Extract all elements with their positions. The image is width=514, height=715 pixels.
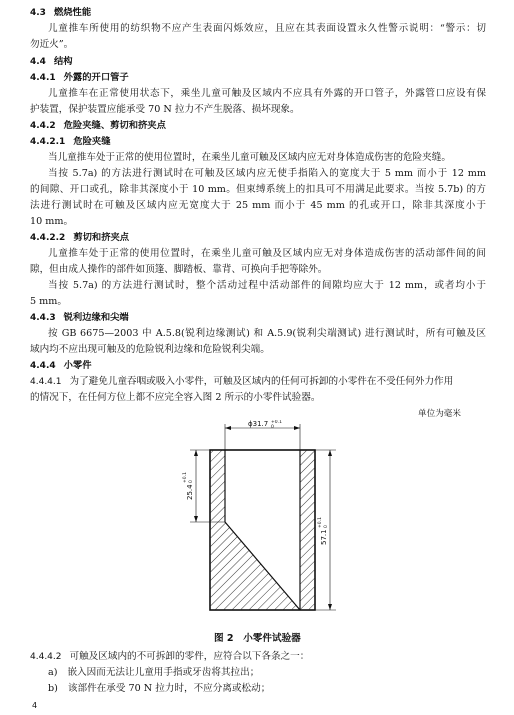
heading-4-4-4 xyxy=(30,359,92,373)
dim-right-tol: +0.1 xyxy=(318,517,323,528)
section-number: 4.4.2.1 xyxy=(30,137,66,147)
paragraph-line: 儿童推车在正常使用状态下，乘坐儿童可触及区域内不应具有外露的开口管子，外露管口应设有保 xyxy=(48,88,486,99)
section-title: 危险夹缝、剪切和挤夹点 xyxy=(63,120,166,131)
heading-4-4-2-2 xyxy=(30,231,129,245)
hatched-right-wall xyxy=(300,450,315,610)
paragraph-line: 10 mm。 xyxy=(30,216,74,227)
section-title: 小零件 xyxy=(63,360,92,371)
section-number: 4.4.4.1 xyxy=(30,377,62,387)
arrow-right xyxy=(294,426,300,430)
section-title: 结构 xyxy=(53,56,73,67)
section-number: 4.4.2 xyxy=(30,121,56,131)
paragraph-line: 的间隙、开口或孔，除非其深度小于 10 mm。但束缚系统上的扣具可不用满足此要求。当按 5.7b) 的方 xyxy=(30,184,486,195)
section-number: 4.4.1 xyxy=(30,73,56,83)
figure-caption: 图 2 小零件试验器 xyxy=(214,633,301,644)
list-text: 嵌入因而无法让儿童用手指或牙齿将其拉出； xyxy=(67,667,260,678)
dim-left-tol: +0.1 xyxy=(183,472,188,483)
list-label: b) xyxy=(48,683,58,694)
section-number: 4.4 xyxy=(30,57,46,67)
heading-4-4-2 xyxy=(30,119,166,133)
paragraph-line: 勿近火”。 xyxy=(30,39,74,50)
paragraph-line: 域内均不应出现可触及的危险锐利边缘和危险锐利尖端。 xyxy=(30,344,270,355)
paragraph-line: 儿童推车所使用的纺织物不应产生表面闪烁效应，且应在其表面设置永久性警示说明：“警示：切 xyxy=(48,23,486,34)
heading-4-4-1 xyxy=(30,71,129,85)
paragraph-line: 当按 5.7a) 的方法进行测试时，整个活动过程中活动部件的间隙均应大于 12 mm，或者均小于 xyxy=(48,280,486,291)
paragraph-text: 可触及区域内的不可拆卸的零件，应符合以下各条之一： xyxy=(69,651,310,662)
section-title: 外露的开口管子 xyxy=(63,72,129,83)
dim-diameter-label: ϕ31.7 xyxy=(248,420,269,428)
list-item xyxy=(48,666,259,679)
arrow-down xyxy=(194,516,198,522)
list-text: 该部件在承受 70 N 拉力时，不应分离或松动； xyxy=(67,683,271,694)
paragraph-line: 儿童推车处于正常的使用位置时，在乘坐儿童可触及区域内应无对身体造成伤害的活动部件间的间 xyxy=(48,248,486,259)
arrow-up-right xyxy=(328,450,332,456)
section-number: 4.4.3 xyxy=(30,313,56,323)
paragraph-line: 当按 5.7a) 的方法进行测试时在可触及区域内应无使手指陷入的宽度大于 5 mm 而小于 12 mm xyxy=(48,168,486,179)
page-number: 4 xyxy=(32,701,38,710)
heading-4-4 xyxy=(30,55,73,69)
paragraph-line: 当儿童推车处于正常的使用位置时，在乘坐儿童可触及区域内应无对身体造成伤害的危险夹缝。 xyxy=(48,152,451,163)
small-parts-tester-figure xyxy=(150,420,390,620)
hatched-section xyxy=(210,450,300,610)
dim-left-tol2: 0 xyxy=(189,480,194,483)
section-title: 燃烧性能 xyxy=(53,7,92,18)
paragraph-4-4-4-1 xyxy=(30,375,486,389)
dim-right-tol2: 0 xyxy=(324,525,329,528)
heading-4-3 xyxy=(30,6,91,20)
arrow-left xyxy=(225,426,231,430)
section-number: 4.3 xyxy=(30,8,46,18)
heading-4-4-3 xyxy=(30,311,129,325)
dim-left-label: 25.4 xyxy=(186,484,194,500)
section-title: 剪切和挤夹点 xyxy=(73,232,130,243)
dim-diameter-tol2: 0 xyxy=(271,425,274,430)
unit-note: 单位为毫米 xyxy=(418,409,461,419)
section-number: 4.4.4.2 xyxy=(30,652,62,662)
arrow-up xyxy=(194,450,198,456)
paragraph-line: 隙，但由成人操作的部件如顶篷、脚踏板、靠背、可换向手把等除外。 xyxy=(30,264,328,275)
section-title: 危险夹缝 xyxy=(73,136,111,147)
paragraph-line: 5 mm。 xyxy=(30,296,67,307)
section-number: 4.4.2.2 xyxy=(30,233,66,243)
dim-right-label: 57.1 xyxy=(320,529,328,545)
arrow-down-right xyxy=(328,604,332,610)
heading-4-4-2-1 xyxy=(30,135,111,149)
list-label: a) xyxy=(48,667,58,678)
dim-diameter-tol: +0.1 xyxy=(271,420,282,425)
paragraph-line: 按 GB 6675—2003 中 A.5.8(锐利边缘测试) 和 A.5.9(锐利尖端测试) 进行测试时，所有可触及区 xyxy=(48,328,486,339)
section-title: 锐利边缘和尖端 xyxy=(63,312,129,323)
list-item xyxy=(48,682,270,695)
paragraph-4-4-4-2 xyxy=(30,650,309,664)
section-number: 4.4.4 xyxy=(30,361,56,371)
paragraph-line: 的情况下，在任何方位上都不应完全容入图 2 所示的小零件试验器。 xyxy=(30,392,321,403)
paragraph-line: 法进行测试时在可触及区域内应无宽度大于 25 mm 而小于 45 mm 的孔或开口，除非其深度小于 xyxy=(30,200,486,211)
paragraph-text: 为了避免儿童吞咽或吸入小零件，可触及区域内的任何可拆卸的小零件在不受任何外力作用 xyxy=(69,376,454,387)
paragraph-line: 护装置，保护装置应能承受 70 N 拉力不产生脱落、损坏现象。 xyxy=(30,104,300,115)
